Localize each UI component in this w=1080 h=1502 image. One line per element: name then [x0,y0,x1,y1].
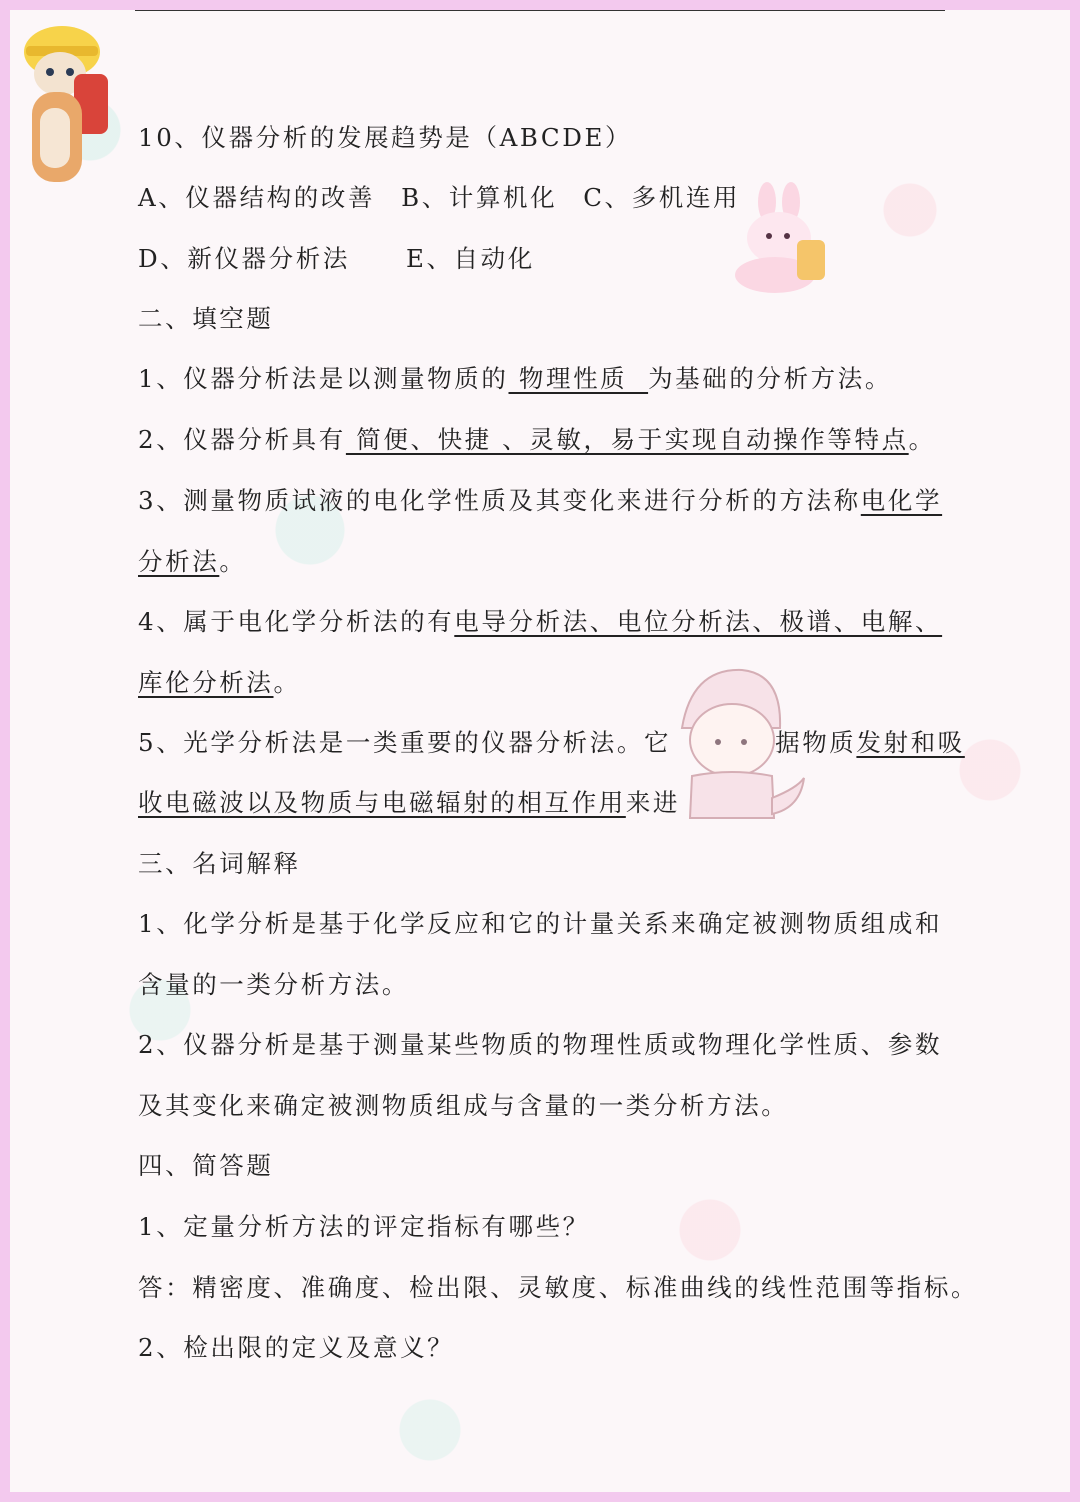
q10-option-c: C、多机连用 [583,183,741,212]
fill-3-text: 3、测量物质试液的电化学性质及其变化来进行分析的方法称 [138,486,861,515]
fill-5-mid: 据物质 [775,728,857,757]
fill-2-tail: 。 [908,425,936,454]
term-2-line1: 2、仪器分析是基于测量某些物质的物理性质或物理化学性质、参数 [138,1030,943,1059]
fill-4-tail: 。 [273,668,301,697]
fill-2-text: 2、仪器分析具有 [138,425,346,454]
fill-item-2 [138,423,936,457]
short-a1: 答：精密度、准确度、检出限、灵敏度、标准曲线的线性范围等指标。 [138,1273,979,1302]
q10-option-a: A、仪器结构的改善 [138,183,376,212]
fill-1-text: 1、仪器分析法是以测量物质的 [138,364,509,393]
q10-option-b: B、计算机化 [401,183,558,212]
fill-1-answer: 物理性质 [508,364,649,393]
fill-2-answer: 简便、快捷 、灵敏，易于实现自动操作等特点 [345,425,909,454]
fill-3-tail: 。 [219,547,247,576]
fill-item-4-cont [138,666,301,700]
top-rule [135,10,945,11]
q10-options-row1 [138,181,740,215]
fill-heading: 二、填空题 [138,304,274,333]
short-q1: 1、定量分析方法的评定指标有哪些？ [138,1212,590,1241]
fill-item-5 [138,726,965,760]
term-1-line1: 1、化学分析是基于化学反应和它的计量关系来确定被测物质组成和 [138,909,943,938]
term-2-line2: 及其变化来确定被测物质组成与含量的一类分析方法。 [138,1091,789,1120]
fill-4-answer-part1: 电导分析法、电位分析法、极谱、电解、 [454,607,943,636]
q10-option-e: E、自动化 [405,244,535,273]
fill-item-5-cont [138,786,680,820]
terms-heading: 三、名词解释 [138,849,301,878]
fill-item-3 [138,484,942,518]
fill-4-text: 4、属于电化学分析法的有 [138,607,455,636]
q10-stem: 10、仪器分析的发展趋势是（ABCDE） [138,123,633,152]
cat-sticker-icon [12,12,112,192]
fill-4-answer-part2: 库伦分析法 [138,668,274,697]
short-q2: 2、检出限的定义及意义？ [138,1333,455,1362]
fill-3-answer-part1: 电化学 [860,486,943,515]
fill-3-answer-part2: 分析法 [138,547,220,576]
fill-5-text: 5、光学分析法是一类重要的仪器分析法。它 [138,728,672,757]
term-1-line2: 含量的一类分析方法。 [138,970,409,999]
fill-5-answer-part2: 收电磁波以及物质与电磁辐射的相互作用 [138,788,626,817]
bunny-sticker-icon [725,180,835,300]
q10-options-row2 [138,242,535,276]
fill-5-answer-part1: 发射和吸 [856,728,965,757]
fill-5-tail: 来进 [625,788,681,817]
fill-item-3-cont [138,545,246,579]
short-heading: 四、简答题 [138,1151,274,1180]
fill-item-1 [138,362,892,396]
fill-item-4 [138,605,942,639]
fill-1-tail: 为基础的分析方法。 [648,364,892,393]
q10-option-d: D、新仪器分析法 [138,244,350,273]
